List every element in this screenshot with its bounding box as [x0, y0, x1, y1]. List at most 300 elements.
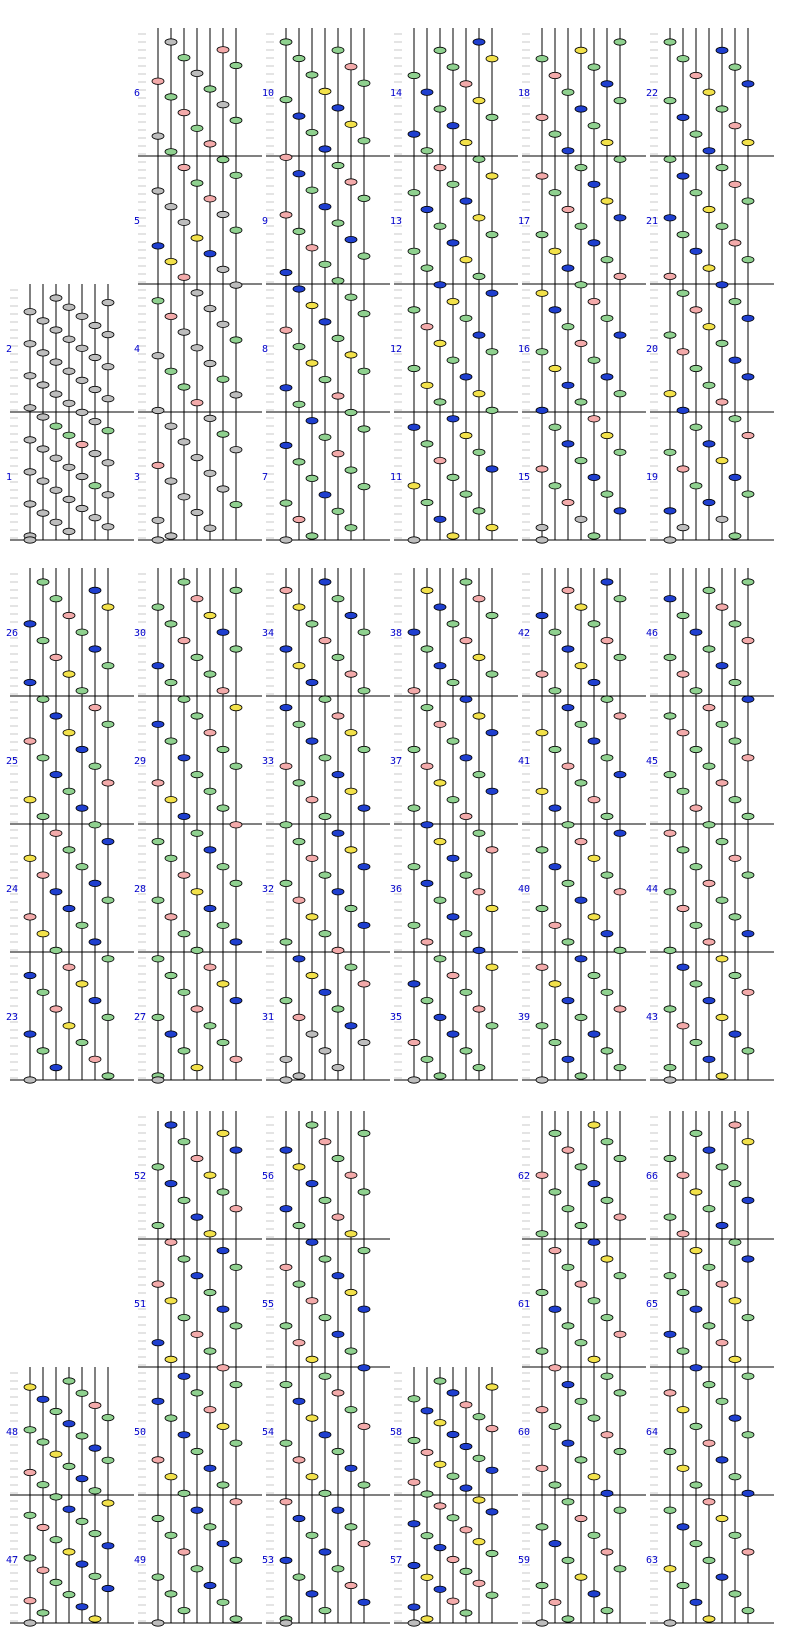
blue-bead	[677, 1524, 689, 1530]
green-bead	[742, 1373, 754, 1379]
pink-bead	[664, 273, 676, 279]
gray-bead	[76, 345, 88, 351]
green-bead	[716, 838, 728, 844]
yellow-bead	[63, 730, 75, 736]
pink-bead	[562, 499, 574, 505]
green-bead	[664, 39, 676, 45]
green-bead	[306, 1532, 318, 1538]
pink-bead	[601, 637, 613, 643]
green-bead	[575, 223, 587, 229]
green-bead	[230, 62, 242, 68]
blue-bead	[562, 148, 574, 154]
pink-bead	[575, 838, 587, 844]
green-bead	[102, 956, 114, 962]
green-bead	[178, 1048, 190, 1054]
green-bead	[562, 880, 574, 886]
yellow-bead	[742, 1139, 754, 1145]
pink-bead	[536, 1465, 548, 1471]
pink-bead	[614, 1214, 626, 1220]
green-bead	[460, 491, 472, 497]
green-bead	[742, 491, 754, 497]
green-bead	[742, 813, 754, 819]
blue-bead	[716, 663, 728, 669]
pink-bead	[588, 797, 600, 803]
pink-bead	[332, 947, 344, 953]
green-bead	[664, 1507, 676, 1513]
blue-bead	[742, 1256, 754, 1262]
yellow-bead	[24, 797, 36, 803]
pink-bead	[76, 441, 88, 447]
gray-bead	[63, 304, 75, 310]
green-bead	[178, 1607, 190, 1613]
pink-bead	[742, 1549, 754, 1555]
green-bead	[601, 1314, 613, 1320]
blue-bead	[447, 1031, 459, 1037]
yellow-bead	[486, 905, 498, 911]
blue-bead	[319, 319, 331, 325]
green-bead	[486, 671, 498, 677]
green-bead	[614, 654, 626, 660]
blue-bead	[306, 1180, 318, 1186]
green-bead	[230, 227, 242, 233]
green-bead	[601, 696, 613, 702]
yellow-bead	[204, 612, 216, 618]
green-bead	[729, 298, 741, 304]
gray-bead	[178, 439, 190, 445]
pink-bead	[332, 713, 344, 719]
level-label: 47	[6, 1555, 19, 1566]
pink-bead	[549, 1247, 561, 1253]
yellow-bead	[434, 1461, 446, 1467]
level-label: 1	[6, 472, 13, 483]
gray-bead	[178, 329, 190, 335]
green-bead	[358, 426, 370, 432]
green-bead	[358, 688, 370, 694]
green-bead	[191, 830, 203, 836]
green-bead	[703, 1323, 715, 1329]
blue-bead	[486, 466, 498, 472]
level-label: 18	[518, 88, 531, 99]
green-bead	[536, 847, 548, 853]
gray-bead	[664, 1620, 676, 1626]
blue-bead	[677, 407, 689, 413]
green-bead	[664, 1064, 676, 1070]
yellow-bead	[306, 1415, 318, 1421]
pink-bead	[716, 1281, 728, 1287]
green-bead	[408, 805, 420, 811]
green-bead	[306, 621, 318, 627]
green-bead	[102, 663, 114, 669]
blue-bead	[358, 1599, 370, 1605]
green-bead	[76, 1518, 88, 1524]
green-bead	[729, 1474, 741, 1480]
yellow-bead	[306, 302, 318, 308]
yellow-bead	[690, 1189, 702, 1195]
blue-bead	[408, 981, 420, 987]
green-bead	[306, 475, 318, 481]
blue-bead	[280, 1147, 292, 1153]
yellow-bead	[677, 1465, 689, 1471]
yellow-bead	[63, 1549, 75, 1555]
green-bead	[152, 604, 164, 610]
blue-bead	[536, 407, 548, 413]
green-bead	[447, 621, 459, 627]
string-block	[518, 568, 646, 1083]
yellow-bead	[486, 524, 498, 530]
green-bead	[89, 822, 101, 828]
yellow-bead	[588, 1474, 600, 1480]
green-bead	[178, 1490, 190, 1496]
pink-bead	[24, 1469, 36, 1475]
pink-bead	[152, 78, 164, 84]
green-bead	[460, 1610, 472, 1616]
yellow-bead	[549, 365, 561, 371]
gray-bead	[50, 327, 62, 333]
yellow-bead	[486, 1384, 498, 1390]
blue-bead	[408, 131, 420, 137]
blue-bead	[742, 81, 754, 87]
level-label: 40	[518, 884, 531, 895]
green-bead	[729, 679, 741, 685]
pink-bead	[332, 393, 344, 399]
green-bead	[614, 391, 626, 397]
yellow-bead	[102, 604, 114, 610]
gray-bead	[536, 524, 548, 530]
green-bead	[601, 813, 613, 819]
green-bead	[549, 483, 561, 489]
blue-bead	[76, 1475, 88, 1481]
blue-bead	[677, 173, 689, 179]
gray-bead	[536, 537, 548, 543]
green-bead	[319, 1197, 331, 1203]
green-bead	[562, 1616, 574, 1622]
green-bead	[165, 1415, 177, 1421]
green-bead	[332, 47, 344, 53]
green-bead	[677, 1289, 689, 1295]
level-label: 25	[6, 756, 19, 767]
blue-bead	[716, 47, 728, 53]
green-bead	[703, 1557, 715, 1563]
blue-bead	[729, 1031, 741, 1037]
gray-bead	[102, 492, 114, 498]
blue-bead	[204, 1582, 216, 1588]
gray-bead	[89, 418, 101, 424]
green-bead	[486, 1592, 498, 1598]
green-bead	[562, 1557, 574, 1563]
green-bead	[191, 771, 203, 777]
gray-bead	[306, 1031, 318, 1037]
green-bead	[614, 1566, 626, 1572]
green-bead	[332, 1566, 344, 1572]
blue-bead	[319, 579, 331, 585]
green-bead	[601, 1139, 613, 1145]
gray-bead	[102, 299, 114, 305]
level-label: 28	[134, 884, 147, 895]
pink-bead	[421, 324, 433, 330]
green-bead	[473, 1455, 485, 1461]
pink-bead	[434, 721, 446, 727]
yellow-bead	[486, 56, 498, 62]
level-label: 24	[6, 884, 19, 895]
level-label: 32	[262, 884, 275, 895]
level-label: 66	[646, 1171, 659, 1182]
yellow-bead	[601, 198, 613, 204]
green-bead	[486, 349, 498, 355]
string-block	[262, 568, 390, 1083]
level-label: 56	[262, 1171, 275, 1182]
level-label: 60	[518, 1427, 531, 1438]
green-bead	[690, 1540, 702, 1546]
gray-bead	[408, 1620, 420, 1626]
yellow-bead	[434, 838, 446, 844]
blue-bead	[549, 805, 561, 811]
blue-bead	[50, 771, 62, 777]
green-bead	[230, 646, 242, 652]
green-bead	[178, 579, 190, 585]
level-label: 10	[262, 88, 275, 99]
green-bead	[280, 96, 292, 102]
green-bead	[408, 1437, 420, 1443]
green-bead	[358, 483, 370, 489]
green-bead	[575, 399, 587, 405]
level-label: 11	[390, 472, 403, 483]
pink-bead	[293, 516, 305, 522]
blue-bead	[562, 441, 574, 447]
gray-bead	[102, 331, 114, 337]
green-bead	[217, 1482, 229, 1488]
gray-bead	[76, 505, 88, 511]
yellow-bead	[421, 587, 433, 593]
pink-bead	[575, 340, 587, 346]
string-block	[646, 1111, 774, 1626]
yellow-bead	[729, 1298, 741, 1304]
pink-bead	[319, 637, 331, 643]
blue-bead	[152, 243, 164, 249]
green-bead	[345, 409, 357, 415]
green-bead	[37, 1610, 49, 1616]
green-bead	[614, 1064, 626, 1070]
string-block	[6, 568, 134, 1083]
green-bead	[63, 1591, 75, 1597]
green-bead	[89, 483, 101, 489]
green-bead	[614, 1390, 626, 1396]
string-block	[390, 28, 518, 543]
green-bead	[729, 416, 741, 422]
pink-bead	[742, 755, 754, 761]
blue-bead	[729, 474, 741, 480]
green-bead	[178, 1256, 190, 1262]
blue-bead	[306, 738, 318, 744]
string-block	[390, 568, 518, 1083]
yellow-bead	[677, 1407, 689, 1413]
blue-bead	[217, 1540, 229, 1546]
green-bead	[588, 357, 600, 363]
level-label: 49	[134, 1555, 147, 1566]
blue-bead	[460, 374, 472, 380]
blue-bead	[588, 474, 600, 480]
green-bead	[447, 474, 459, 480]
blue-bead	[562, 1056, 574, 1062]
blue-bead	[102, 1543, 114, 1549]
green-bead	[102, 897, 114, 903]
green-bead	[63, 1463, 75, 1469]
green-bead	[37, 579, 49, 585]
gray-bead	[24, 405, 36, 411]
green-bead	[664, 1006, 676, 1012]
gray-bead	[217, 486, 229, 492]
green-bead	[664, 156, 676, 162]
green-bead	[102, 1073, 114, 1079]
pink-bead	[293, 1340, 305, 1346]
blue-bead	[89, 997, 101, 1003]
green-bead	[588, 64, 600, 70]
gray-bead	[165, 533, 177, 539]
gray-bead	[165, 204, 177, 210]
blue-bead	[460, 198, 472, 204]
yellow-bead	[473, 391, 485, 397]
gray-bead	[24, 469, 36, 475]
pink-bead	[601, 1432, 613, 1438]
green-bead	[716, 1398, 728, 1404]
gray-bead	[37, 350, 49, 356]
green-bead	[358, 1130, 370, 1136]
yellow-bead	[716, 1073, 728, 1079]
blue-bead	[89, 1445, 101, 1451]
blue-bead	[742, 931, 754, 937]
green-bead	[345, 294, 357, 300]
green-bead	[178, 696, 190, 702]
gray-bead	[89, 322, 101, 328]
green-bead	[217, 431, 229, 437]
blue-bead	[562, 646, 574, 652]
pink-bead	[421, 939, 433, 945]
green-bead	[473, 273, 485, 279]
green-bead	[280, 500, 292, 506]
green-bead	[703, 382, 715, 388]
green-bead	[293, 55, 305, 61]
green-bead	[230, 337, 242, 343]
blue-bead	[217, 629, 229, 635]
blue-bead	[447, 914, 459, 920]
blue-bead	[614, 771, 626, 777]
gray-bead	[24, 1077, 36, 1083]
pink-bead	[152, 1281, 164, 1287]
level-label: 17	[518, 216, 531, 227]
green-bead	[434, 223, 446, 229]
blue-bead	[332, 1507, 344, 1513]
yellow-bead	[306, 914, 318, 920]
level-label: 52	[134, 1171, 147, 1182]
gray-bead	[24, 501, 36, 507]
level-label: 46	[646, 628, 659, 639]
pink-bead	[536, 1172, 548, 1178]
green-bead	[50, 1579, 62, 1585]
blue-bead	[408, 1604, 420, 1610]
pink-bead	[345, 671, 357, 677]
blue-bead	[24, 972, 36, 978]
green-bead	[358, 368, 370, 374]
green-bead	[293, 1281, 305, 1287]
string-block	[518, 1111, 646, 1626]
blue-bead	[664, 596, 676, 602]
green-bead	[677, 788, 689, 794]
green-bead	[473, 449, 485, 455]
pink-bead	[178, 164, 190, 170]
green-bead	[165, 149, 177, 155]
blue-bead	[217, 1247, 229, 1253]
green-bead	[677, 56, 689, 62]
green-bead	[690, 922, 702, 928]
green-bead	[178, 1197, 190, 1203]
green-bead	[690, 1423, 702, 1429]
string-block	[646, 568, 774, 1083]
yellow-bead	[191, 889, 203, 895]
blue-bead	[191, 1273, 203, 1279]
green-bead	[37, 755, 49, 761]
green-bead	[89, 1573, 101, 1579]
pink-bead	[703, 1499, 715, 1505]
green-bead	[76, 1039, 88, 1045]
green-bead	[549, 1482, 561, 1488]
yellow-bead	[575, 1574, 587, 1580]
green-bead	[549, 424, 561, 430]
pink-bead	[716, 399, 728, 405]
pink-bead	[614, 273, 626, 279]
gray-bead	[152, 353, 164, 359]
blue-bead	[562, 997, 574, 1003]
green-bead	[319, 696, 331, 702]
level-label: 22	[646, 88, 659, 99]
green-bead	[486, 231, 498, 237]
green-bead	[447, 679, 459, 685]
green-bead	[358, 1247, 370, 1253]
green-bead	[332, 220, 344, 226]
string-block	[134, 1111, 262, 1626]
yellow-bead	[345, 847, 357, 853]
green-bead	[460, 579, 472, 585]
gray-bead	[332, 1064, 344, 1070]
green-bead	[473, 1064, 485, 1070]
green-bead	[319, 1607, 331, 1613]
pink-bead	[729, 855, 741, 861]
blue-bead	[447, 1431, 459, 1437]
blue-bead	[434, 1014, 446, 1020]
green-bead	[460, 872, 472, 878]
green-bead	[575, 1340, 587, 1346]
level-label: 23	[6, 1012, 19, 1023]
pink-bead	[729, 240, 741, 246]
gray-bead	[102, 364, 114, 370]
green-bead	[204, 1023, 216, 1029]
level-label: 65	[646, 1299, 659, 1310]
green-bead	[76, 922, 88, 928]
pink-bead	[460, 1402, 472, 1408]
blue-bead	[280, 646, 292, 652]
green-bead	[191, 1448, 203, 1454]
gray-bead	[37, 318, 49, 324]
blue-bead	[408, 629, 420, 635]
green-bead	[460, 1568, 472, 1574]
green-bead	[345, 1348, 357, 1354]
blue-bead	[729, 357, 741, 363]
pink-bead	[460, 813, 472, 819]
green-bead	[575, 1457, 587, 1463]
green-bead	[664, 654, 676, 660]
green-bead	[152, 298, 164, 304]
blue-bead	[63, 1506, 75, 1512]
blue-bead	[24, 1031, 36, 1037]
pink-bead	[742, 637, 754, 643]
